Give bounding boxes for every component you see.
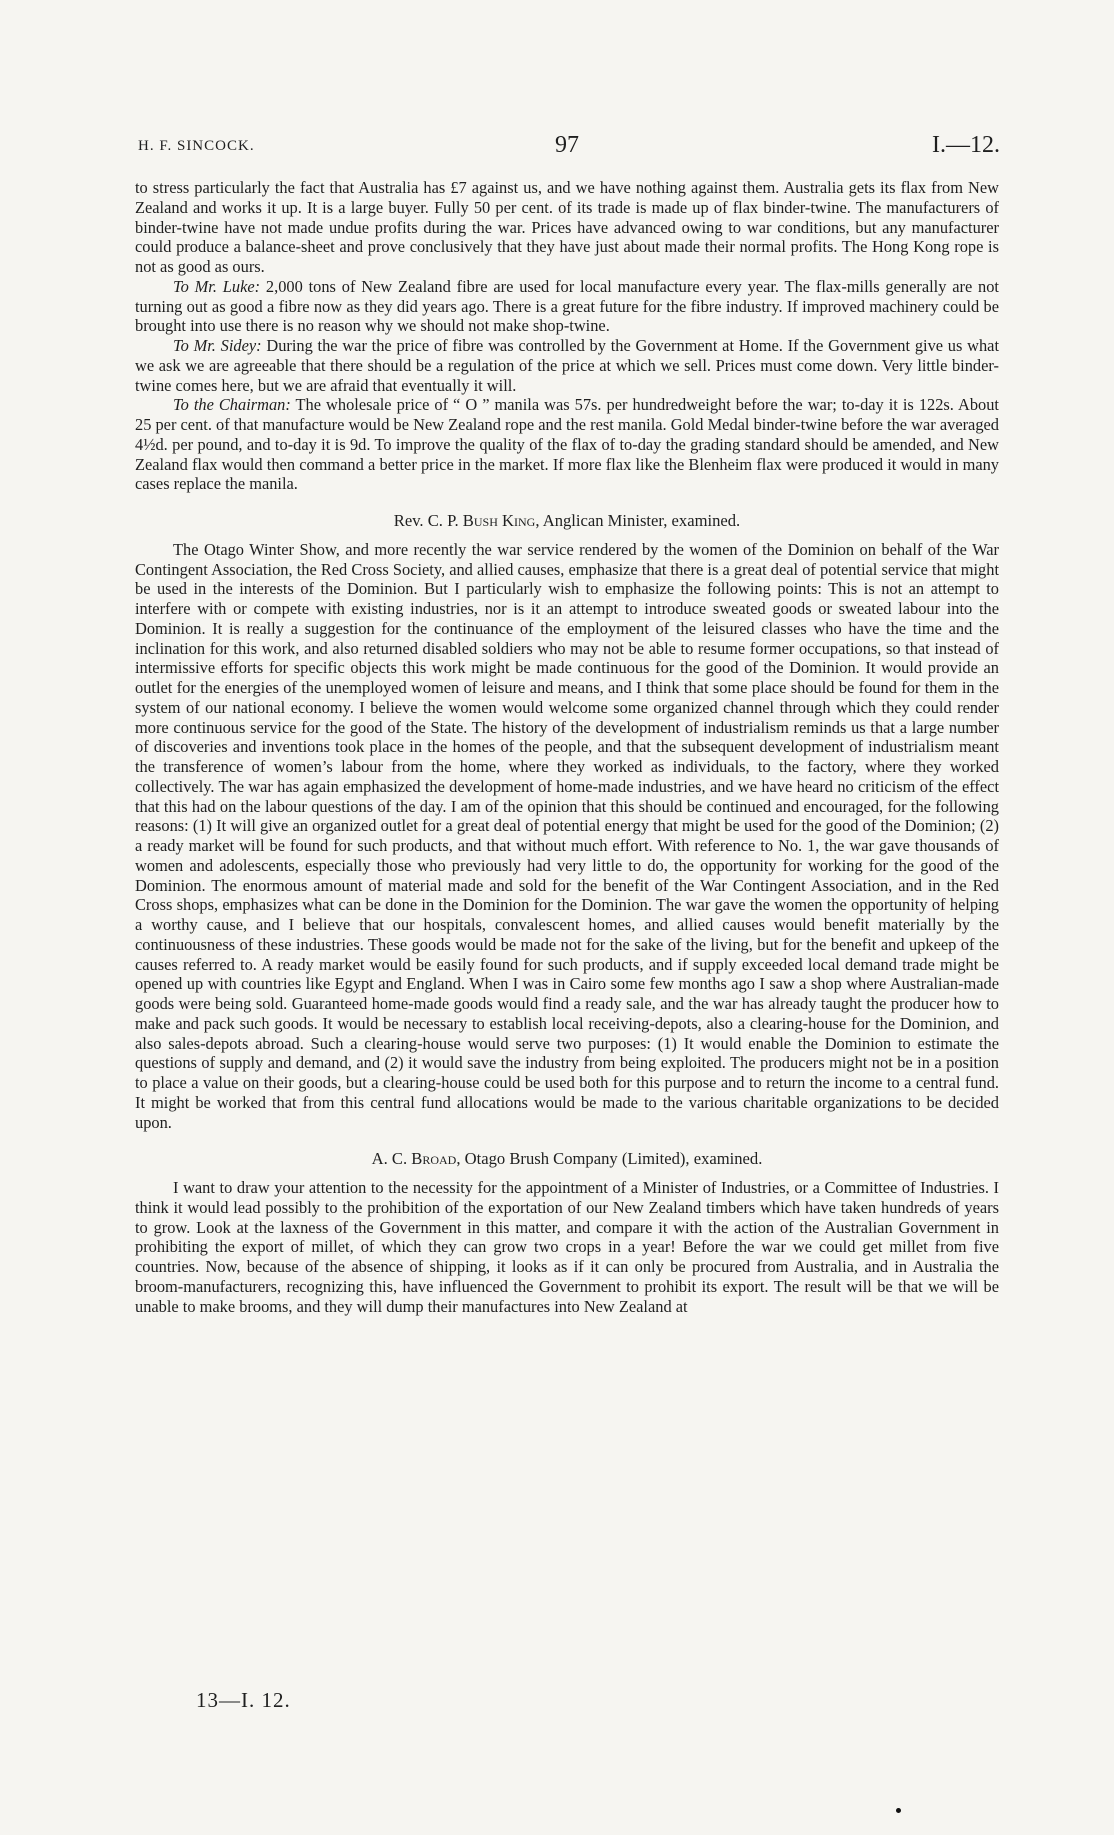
page-header (130, 132, 1000, 162)
heading-prefix: A. C. (371, 1149, 412, 1169)
witness-name: Bush King (462, 511, 536, 530)
paragraph (135, 336, 999, 395)
paper-reference: I.—12. (932, 132, 1000, 158)
paragraph (135, 277, 999, 336)
heading-suffix: , Anglican Minister, examined. (535, 511, 741, 530)
paragraph-text: 2,000 tons of New Zealand fibre are used for local manufacture every year. The flax-mills generally are not turning out as good a fibre now as they did years ago. There is a great future for the fibre industry. If improved machinery could be brought into use there is no reason why we should not make shop-twine. (135, 276, 999, 336)
ink-speck (896, 1808, 901, 1813)
heading-suffix: , Otago Brush Company (Limited), examined. (456, 1149, 763, 1169)
document-body (135, 178, 999, 1316)
paragraph-text: During the war the price of fibre was controlled by the Government at Home. If the Government give us what we ask we are agreeable that there should be a regulation of the price at which we sell. Prices must come down. Very little binder-twine comes here, but we are afraid that eventually it will. (135, 336, 999, 395)
paragraph: to stress particularly the fact that Australia has £7 against us, and we have nothing against them. Australia gets its flax from New Zealand and works it up. It is a large buyer. Fully 50 per cent. of its trade is made up of flax binder-twine. The manufacturers of binder-twine have not made undue profits during the war. Prices have advanced owing to war conditions, but any manufacturer could produce a balance-sheet and prove conclusively that they have just about made their normal profits. The Hong Kong rope is not as good as ours. (135, 178, 999, 276)
section-heading (135, 1149, 999, 1169)
addressee-label: To Mr. Luke: (173, 276, 261, 296)
paragraph (135, 395, 999, 494)
heading-prefix: Rev. C. P. (393, 511, 463, 530)
witness-name: Broad (411, 1149, 457, 1169)
paragraph: I want to draw your attention to the necessity for the appointment of a Minister of Industries, or a Committee of Industries. I think it would lead possibly to the prohibition of the exportation of our New Zealand timbers which have taken hundreds of years to grow. Look at the laxness of the Government in this matter, and compare it with the action of the Australian Government in prohibiting the export of millet, of which they can grow two crops in a year! Before the war we could get millet from five countries. Now, because of the absence of shipping, it looks as if it can only be procured from Australia, and in Australia the broom-manufacturers, recognizing this, have influenced the Government to prohibit its export. The result will be that we will be unable to make brooms, and they will dump their manufactures into New Zealand at (135, 1178, 999, 1316)
page-number: 97 (555, 132, 579, 158)
page-signature: 13—I. 12. (196, 1688, 291, 1712)
section-heading (135, 511, 999, 531)
paragraph-text: The wholesale price of “ O ” manila was 57s. per hundredweight before the war; to-day it is 122s. About 25 per cent. of that manufacture would be New Zealand rope and the rest manila. Gold Medal binder-twine before the war averaged 4½d. per pound, and to-day it is 9d. To improve the quality of the flax of to-day the grading standard should be amended, and New Zealand flax would then command a better price in the market. If more flax like the Blenheim flax were produced it would in many cases replace the manila. (135, 395, 999, 494)
addressee-label: To Mr. Sidey: (173, 336, 262, 355)
header-witness-name: H. F. SINCOCK. (138, 138, 255, 154)
paragraph: The Otago Winter Show, and more recently the war service rendered by the women of the Dominion on behalf of the War Contingent Association, the Red Cross Society, and allied causes, emphasize that there is a great deal of potential service that might be used in the interests of the Dominion. But I particularly wish to emphasize the following points: This is not an attempt to interfere with or compete with existing industries, nor is it an attempt to introduce sweated goods or sweated labour into the Dominion. It is really a suggestion for the continuance of the employment of the leisured classes who have the time and the inclination for this work, and also returned disabled soldiers who may not be able to resume former occupations, so that instead of intermissive efforts for specific objects this work might be made continuous for the good of the Dominion. It would provide an outlet for the energies of the unemployed women of leisure and means, and I think that some place should be found for them in the system of our national economy. I believe the women would welcome some organized channel through which they could render more continuous service for the good of the State. The history of the development of industrialism reminds us that a large number of discoveries and inventions took place in the homes of the people, and that the subsequent development of industrialism meant the transference of women’s labour from the home, where they worked as individuals, to the factory, where they worked collectively. The war has again emphasized the development of home-made industries, and we have heard no criticism of the effect that this had on the labour questions of the day. I am of the opinion that this should be continued and encouraged, for the following reasons: (1) It will give an organized outlet for a great deal of potential energy that might be used for the good of the Dominion; (2) a ready market will be found for such products, and that without much effort. With reference to No. 1, the war gave thousands of women and adolescents, especially those who previously had very little to do, the opportunity for working for the good of the Dominion. The enormous amount of material made and sold for the benefit of the War Contingent Association, and in the Red Cross shops, emphasizes what can be done in the Dominion for the Dominion. The war gave the women the opportunity of helping a worthy cause, and I believe that our hospitals, convalescent homes, and allied causes would benefit materially by the continuousness of these industries. These goods would be made not for the sake of the living, but for the benefit and upkeep of the causes referred to. A ready market would be easily found for such products, and if supply exceeded local demand trade might be opened up with countries like Egypt and England. When I was in Cairo some few months ago I saw a shop where Australian-made goods were being sold. Guaranteed home-made goods would find a ready sale, and the war has already taught the producer how to make and pack such goods. It would be necessary to establish local receiving-depots, also a clearing-house for the Dominion, and also sales-depots abroad. Such a clearing-house would serve two purposes: (1) It would enable the Dominion to estimate the questions of supply and demand, and (2) it would save the industry from being exploited. The producers might not be in a position to place a value on their goods, but a clearing-house could be used both for this purpose and to return the income to a central fund. It might be worked that from this central fund allocations would be made to the various charitable organizations to be decided upon. (135, 539, 999, 1132)
addressee-label: To the Chairman: (173, 395, 291, 415)
